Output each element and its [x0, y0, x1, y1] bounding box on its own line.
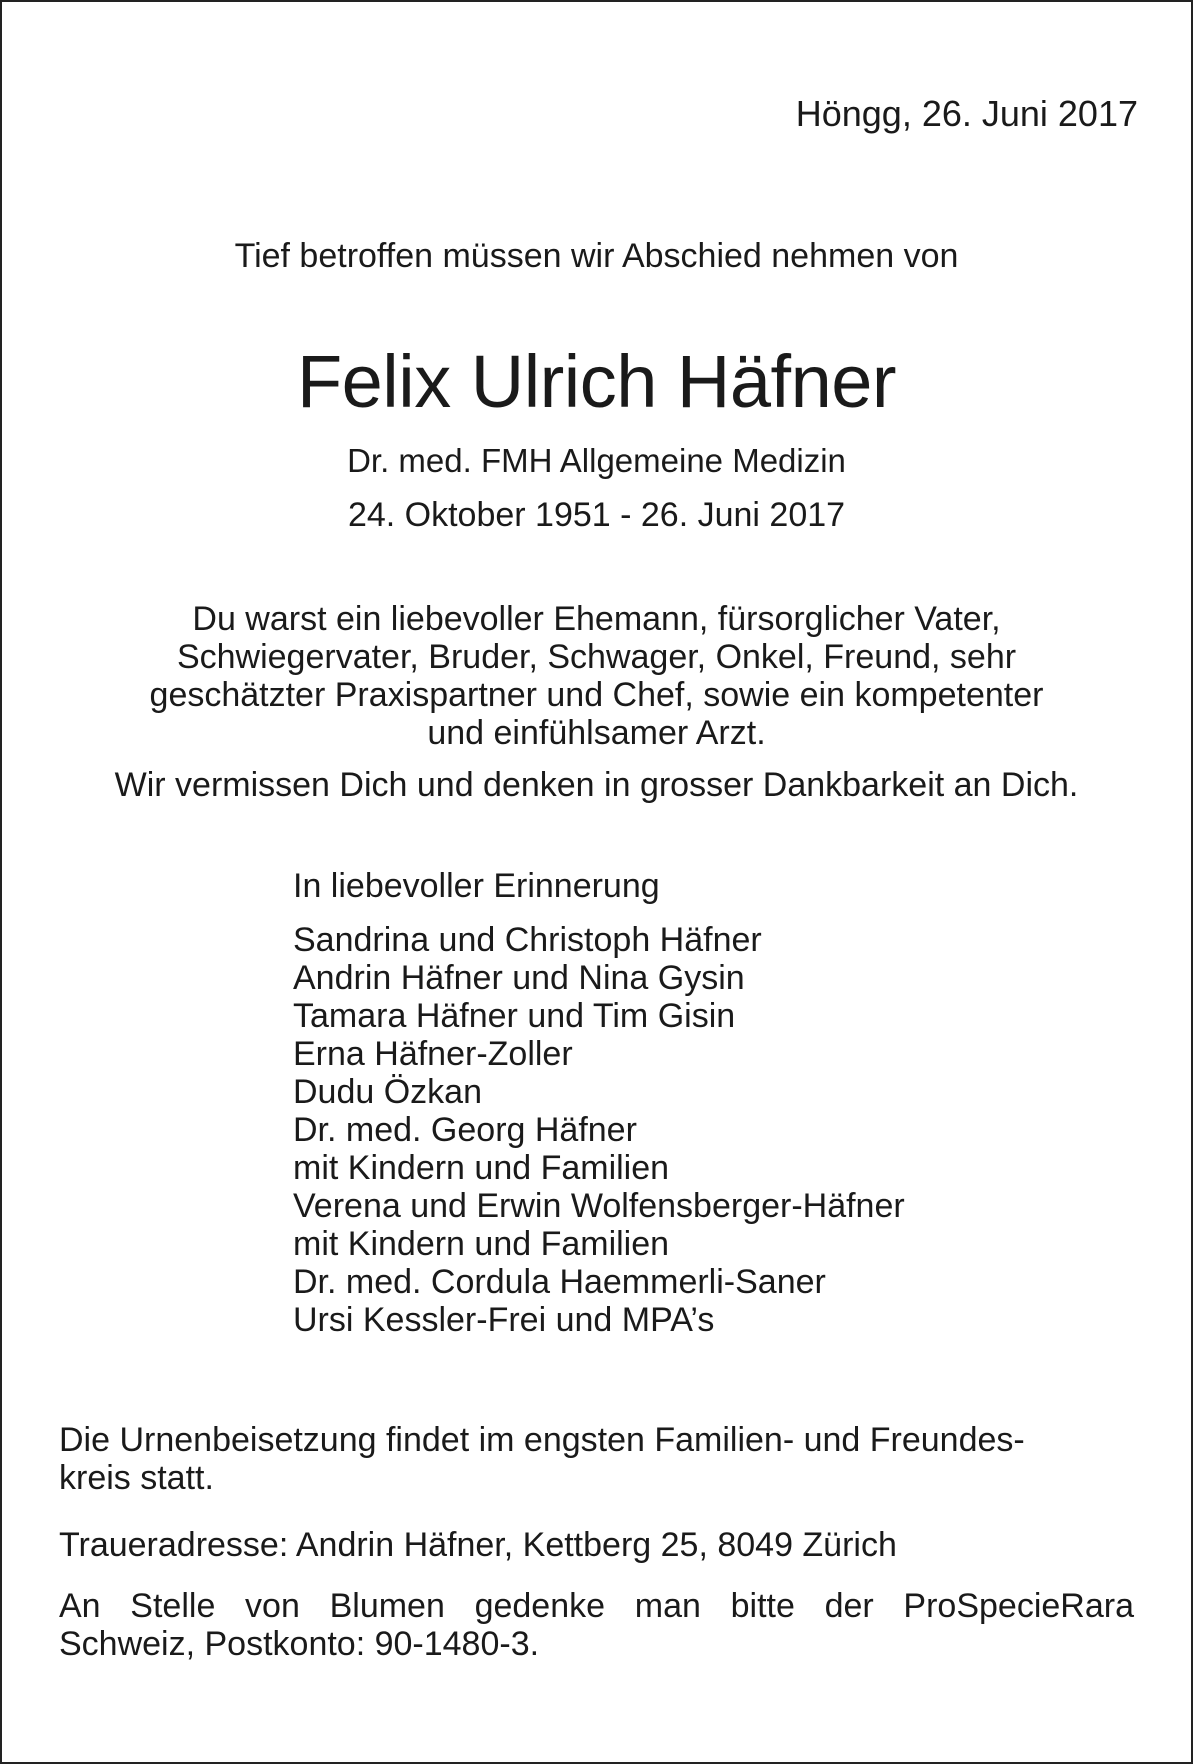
mourners-list — [293, 867, 905, 1339]
mourner-item: Erna Häfner-Zoller — [293, 1035, 573, 1073]
flowers-notice — [59, 1587, 1134, 1663]
closing-text: Wir vermissen Dich und denken in grosser Dankbarkeit an Dich. — [114, 766, 1079, 804]
mourner-item: Dr. med. Cordula Haemmerli-Saner — [293, 1263, 826, 1301]
flowers-line: Schweiz, Postkonto: 90-1480-3. — [59, 1625, 540, 1663]
tribute-line: geschätzter Praxispartner und Chef, sowie ein kompetenter — [149, 676, 1044, 714]
mourner-item: Tamara Häfner und Tim Gisin — [293, 997, 736, 1035]
intro-text: Tief betroffen müssen wir Abschied nehmen von — [234, 237, 959, 275]
place-date: Höngg, 26. Juni 2017 — [795, 93, 1138, 134]
tribute-line: und einfühlsamer Arzt. — [427, 714, 766, 752]
mourner-item: Ursi Kessler-Frei und MPA’s — [293, 1301, 715, 1339]
mourner-item: Dudu Özkan — [293, 1073, 482, 1111]
mourner-item: mit Kindern und Familien — [293, 1225, 670, 1263]
flowers-line: An Stelle von Blumen gedenke man bitte der ProSpecieRara — [59, 1587, 1134, 1625]
mourner-item: mit Kindern und Familien — [293, 1149, 670, 1187]
deceased-name: Felix Ulrich Häfner — [296, 340, 897, 423]
mourner-item: Sandrina und Christoph Häfner — [293, 921, 762, 959]
mourning-address: Traueradresse: Andrin Häfner, Kettberg 25, 8049 Zürich — [59, 1526, 897, 1564]
life-dates: 24. Oktober 1951 - 26. Juni 2017 — [347, 496, 846, 534]
tribute-line: Schwiegervater, Bruder, Schwager, Onkel, Freund, sehr — [176, 638, 1017, 676]
mourner-item: Verena und Erwin Wolfensberger-Häfner — [293, 1187, 905, 1225]
deceased-title: Dr. med. FMH Allgemeine Medizin — [347, 442, 846, 479]
burial-line: Die Urnenbeisetzung findet im engsten Familien- und Freundes- — [59, 1421, 1025, 1459]
tribute-line: Du warst ein liebevoller Ehemann, fürsorglicher Vater, — [192, 600, 1001, 638]
tribute-text — [42, 600, 1151, 752]
mourner-item: Andrin Häfner und Nina Gysin — [293, 959, 745, 997]
mourners-heading: In liebevoller Erinnerung — [293, 867, 660, 905]
burial-notice — [59, 1421, 1134, 1497]
burial-line: kreis statt. — [59, 1459, 214, 1497]
mourner-item: Dr. med. Georg Häfner — [293, 1111, 637, 1149]
